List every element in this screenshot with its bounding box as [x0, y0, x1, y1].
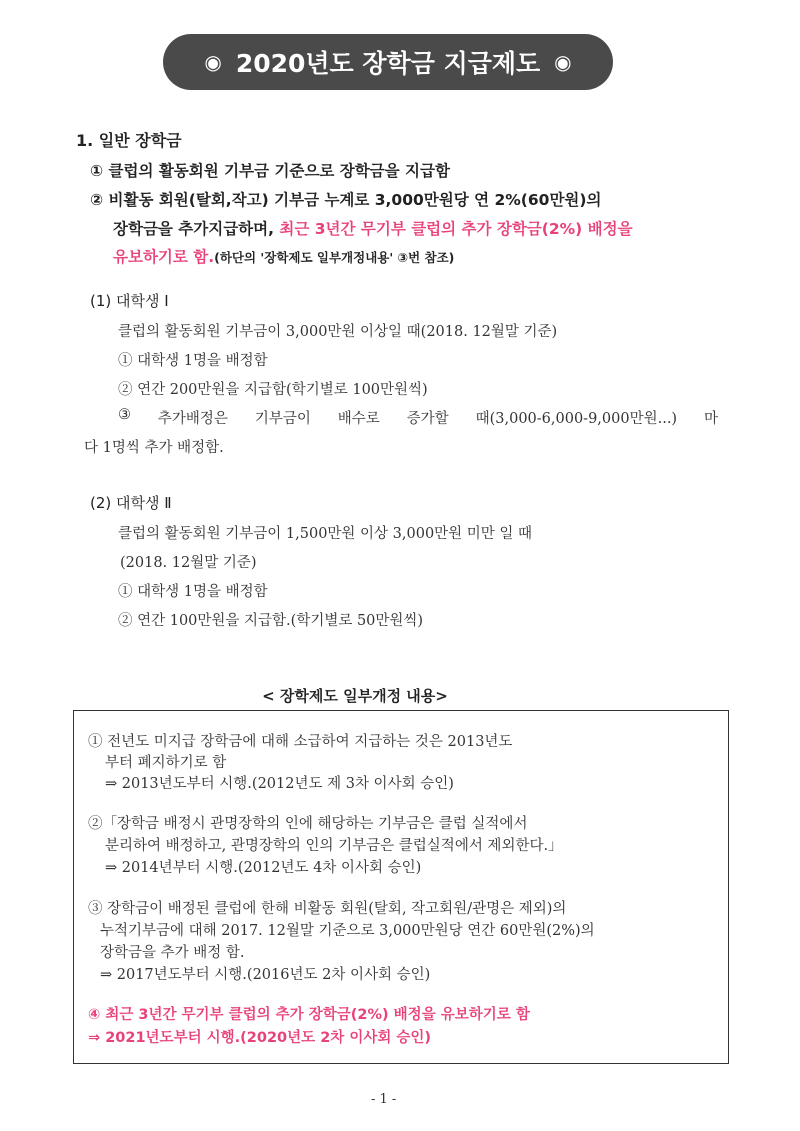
university-1-item-2: ② 연간 200만원을 지급함(학기별로 100만원씩) — [118, 382, 428, 398]
university-1-criteria: 클럽의 활동회원 기부금이 3,000만원 이상일 때(2018. 12월말 기준) — [118, 324, 558, 340]
section-heading-general: 1. 일반 장학금 — [76, 131, 182, 150]
revision-1-line-3: ⇒ 2013년도부터 시행.(2012년도 제 3차 이사회 승인) — [105, 776, 454, 792]
justified-word: ③ — [118, 407, 131, 423]
general-item-2-line-2-plain: 장학금을 추가지급하며, — [113, 220, 280, 238]
document-title: 2020년도 장학금 지급제도 — [235, 49, 541, 78]
justified-word: 배수로 — [337, 411, 380, 427]
title-bullet-right-icon: ◉ — [554, 50, 572, 74]
university-2-criteria-date: (2018. 12월말 기준) — [120, 555, 257, 571]
title-bullet-left-icon: ◉ — [204, 50, 222, 74]
page-number: - 1 - — [371, 1092, 397, 1107]
justified-word: 기부금이 — [254, 411, 311, 427]
general-item-2-reference-note: (하단의 '장학제도 일부개정내용' ③번 참조) — [214, 250, 455, 265]
university-2-criteria: 클럽의 활동회원 기부금이 1,500만원 이상 3,000만원 미만 일 때 — [118, 526, 533, 542]
general-item-1: ① 클럽의 활동회원 기부금 기준으로 장학금을 지급함 — [90, 162, 450, 180]
subsection-heading-university-1: (1) 대학생 Ⅰ — [90, 292, 169, 310]
revision-3-line-4: ⇒ 2017년도부터 시행.(2016년도 2차 이사회 승인) — [100, 967, 431, 983]
university-1-item-3-line-1 — [118, 407, 718, 428]
subsection-heading-university-2: (2) 대학생 Ⅱ — [90, 494, 172, 512]
general-item-2-line-3 — [113, 245, 454, 267]
document-title-banner — [163, 34, 613, 90]
justified-word: 마 — [703, 411, 718, 427]
general-item-2-line-1: ② 비활동 회원(탈회,작고) 기부금 누계로 3,000만원당 연 2%(60만원)의 — [90, 191, 602, 209]
revision-1-line-1: ① 전년도 미지급 장학금에 대해 소급하여 지급하는 것은 2013년도 — [88, 734, 513, 750]
revision-4-line-2: ⇒ 2021년도부터 시행.(2020년도 2차 이사회 승인) — [88, 1030, 432, 1046]
justified-word: 때(3,000-6,000-9,000만원...) — [475, 411, 678, 427]
revision-2-line-2: 분리하여 배정하고, 관명장학의 인의 기부금은 클럽실적에서 제외한다.」 — [105, 838, 563, 854]
general-item-2-highlight: 최근 3년간 무기부 클럽의 추가 장학금(2%) 배정을 — [279, 220, 633, 238]
revision-1-line-2: 부터 폐지하기로 함 — [105, 755, 227, 771]
general-item-2-line-2 — [113, 217, 633, 239]
revision-box-title: < 장학제도 일부개정 내용> — [236, 685, 474, 706]
revision-4-line-1: ④ 최근 3년간 무기부 클럽의 추가 장학금(2%) 배정을 유보하기로 함 — [88, 1007, 530, 1023]
general-item-2-highlight-end: 유보하기로 함. — [113, 248, 215, 266]
university-1-item-3-line-2: 다 1명씩 추가 배정함. — [84, 440, 224, 456]
revision-3-line-1: ③ 장학금이 배정된 클럽에 한해 비활동 회원(탈회, 작고회원/관명은 제외)의 — [88, 901, 567, 917]
revision-3-line-2: 누적기부금에 대해 2017. 12월말 기준으로 3,000만원당 연간 60만원(2%)의 — [100, 923, 595, 939]
justified-word: 추가배정은 — [157, 411, 228, 427]
university-2-item-1: ① 대학생 1명을 배정함 — [118, 584, 268, 600]
university-2-item-2: ② 연간 100만원을 지급함.(학기별로 50만원씩) — [118, 613, 424, 629]
revision-2-line-3: ⇒ 2014년부터 시행.(2012년도 4차 이사회 승인) — [105, 860, 422, 876]
revision-2-line-1: ②「장학금 배정시 관명장학의 인에 해당하는 기부금은 클럽 실적에서 — [88, 816, 528, 832]
justified-word: 증가할 — [406, 411, 449, 427]
revision-3-line-3: 장학금을 추가 배정 함. — [100, 945, 245, 961]
university-1-item-1: ① 대학생 1명을 배정함 — [118, 353, 268, 369]
